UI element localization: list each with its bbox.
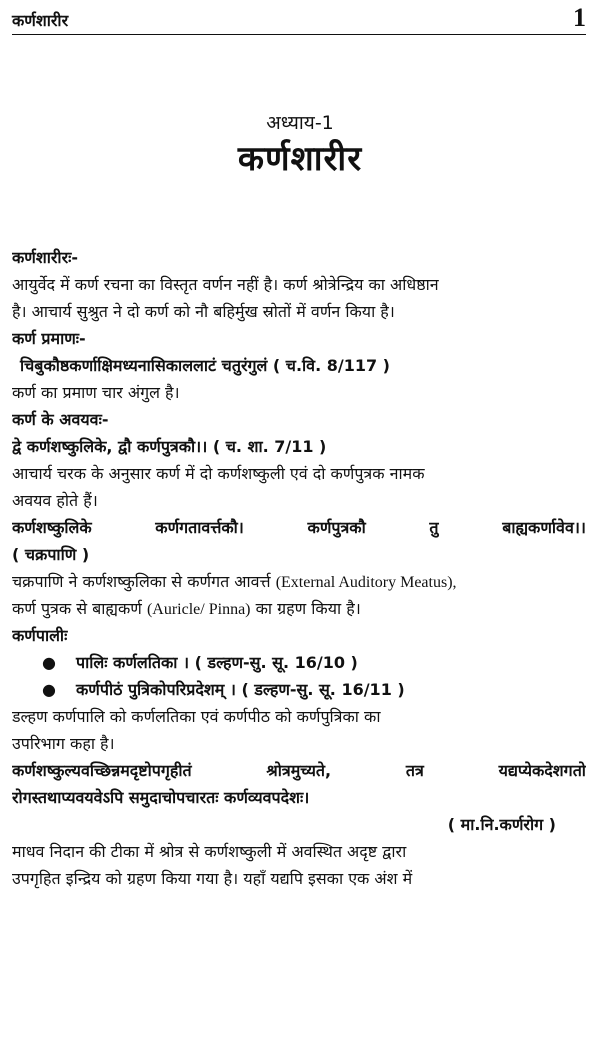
section-heading: कर्णशारीरः- (12, 248, 78, 267)
paragraph-line: माधव निदान की टीका में श्रोत्र से कर्णशष्कुली में अवस्थित अदृष्ट द्वारा (12, 842, 407, 861)
running-header (12, 4, 586, 35)
verse-word: कर्णशष्कुल्यवच्छिन्नमदृष्टोपगृहीतं (12, 761, 192, 780)
bullet-icon: ● (42, 680, 56, 699)
chapter-label: अध्याय-1 (266, 112, 334, 134)
section-heading: कर्णपालीः (12, 626, 68, 645)
paragraph-line: अवयव होते हैं। (12, 491, 98, 510)
sanskrit-verse (12, 514, 586, 541)
page-number: 1 (573, 3, 586, 32)
paragraph-line: उपगृहित इन्द्रिय को ग्रहण किया गया है। यहाँ यद्यपि इसका एक अंश में (12, 869, 413, 888)
verse-word: कर्णगतावर्त्तकौ। (155, 518, 244, 537)
bullet-icon: ● (42, 653, 56, 672)
verse-citation: ( चक्रपाणि ) (12, 545, 90, 564)
paragraph-line (12, 568, 586, 595)
english-term: (External Auditory Meatus), (275, 574, 457, 591)
section-heading: कर्ण के अवयवः- (12, 410, 109, 429)
english-term: (Auricle/ Pinna) (146, 601, 251, 618)
bullet-text: पालिः कर्णलतिका । ( डल्हण-सु. सू. 16/10 ) (76, 653, 358, 672)
paragraph-line: है। आचार्य सुश्रुत ने दो कर्ण को नौ बहिर्मुख स्रोतों में वर्णन किया है। (12, 302, 395, 321)
verse-citation: ( मा.नि.कर्णरोग ) (447, 815, 556, 834)
verse-word: कर्णशष्कुलिके (12, 518, 92, 537)
text-segment: चक्रपाणि ने कर्णशष्कुलिका से कर्णगत आवर्त्त (12, 572, 271, 591)
running-title: कर्णशारीर (12, 11, 69, 30)
paragraph-line (12, 595, 586, 622)
sanskrit-verse: रोगस्तथाप्यवयवेऽपि समुदाचोपचारतः कर्णव्यवपदेशः। (12, 788, 310, 807)
paragraph-line: कर्ण का प्रमाण चार अंगुल है। (12, 383, 180, 402)
verse-word: यद्यप्येकदेशगतो (498, 761, 586, 780)
sanskrit-verse: द्वे कर्णशष्कुलिके, द्वौ कर्णपुत्रकौ।। ( च. शा. 7/11 ) (12, 437, 327, 456)
text-segment: का ग्रहण किया है। (255, 599, 361, 618)
section-heading: कर्ण प्रमाणः- (12, 329, 86, 348)
bullet-item (12, 649, 586, 676)
chapter-heading (0, 110, 600, 182)
paragraph-line: आयुर्वेद में कर्ण रचना का विस्तृत वर्णन नहीं है। कर्ण श्रोत्रेन्द्रिय का अधिष्ठान (12, 275, 439, 294)
sanskrit-verse (12, 757, 586, 784)
body-text (12, 244, 586, 892)
paragraph-line: उपरिभाग कहा है। (12, 734, 115, 753)
verse-word: तु (429, 518, 439, 537)
bullet-item (12, 676, 586, 703)
paragraph-line: डल्हण कर्णपालि को कर्णलतिका एवं कर्णपीठ को कर्णपुत्रिका का (12, 707, 381, 726)
verse-word: श्रोत्रमुच्यते, (266, 761, 332, 780)
verse-word: तत्र (405, 761, 424, 780)
bullet-text: कर्णपीठं पुत्रिकोपरिप्रदेशम् । ( डल्हण-सु. सू. 16/11 ) (76, 680, 405, 699)
verse-word: बाह्यकर्णावेव।। (502, 518, 586, 537)
paragraph-line: आचार्य चरक के अनुसार कर्ण में दो कर्णशष्कुली एवं दो कर्णपुत्रक नामक (12, 464, 425, 483)
sanskrit-verse: चिबुकौष्ठकर्णाक्षिमध्यनासिकाललाटं चतुरंगुलं ( च.वि. 8/117 ) (20, 356, 390, 375)
text-segment: कर्ण पुत्रक से बाह्यकर्ण (12, 599, 142, 618)
verse-word: कर्णपुत्रकौ (307, 518, 366, 537)
chapter-title: कर्णशारीर (237, 139, 363, 179)
